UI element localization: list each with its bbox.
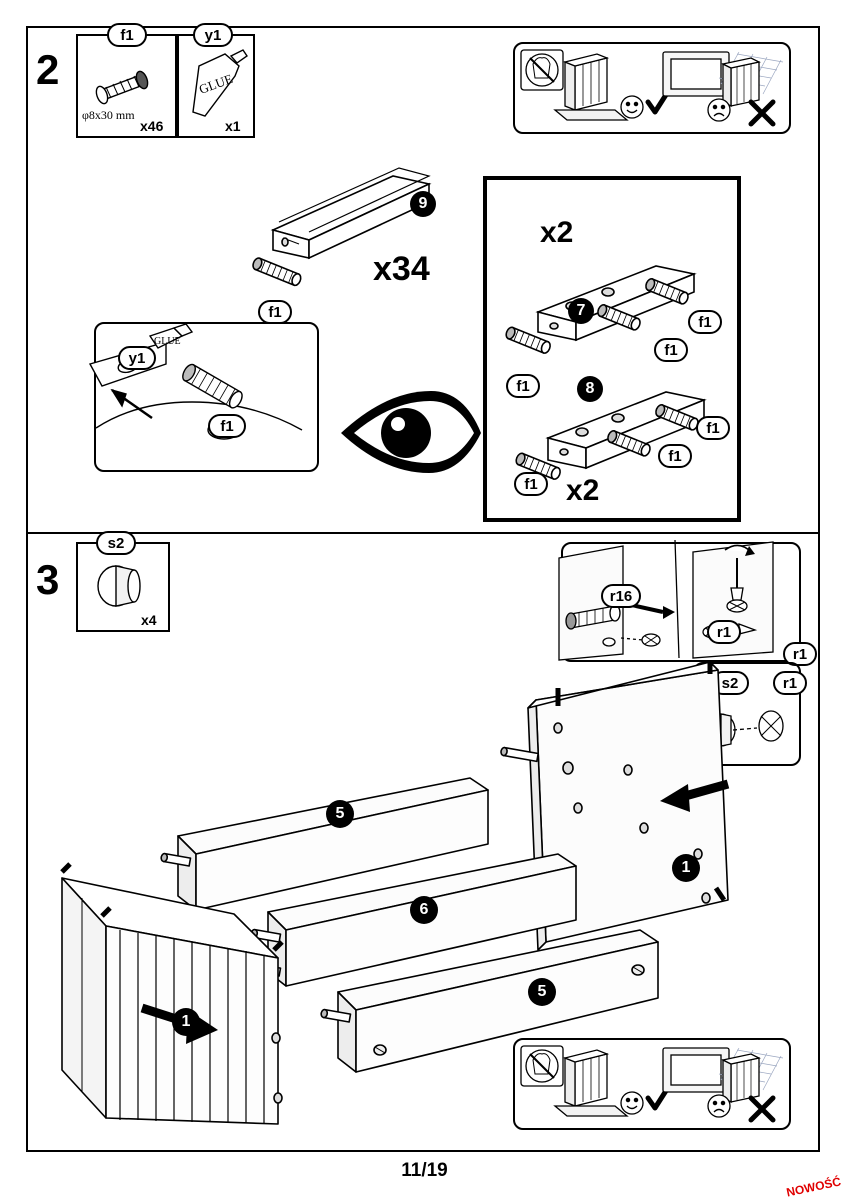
glue-detail-box [94, 322, 319, 472]
callout-panel-5-upper: 5 [326, 800, 354, 828]
detail-code-s2: s2 [711, 671, 749, 695]
svg-text:GLUE: GLUE [196, 70, 235, 97]
fastener-7-f1-a: f1 [688, 310, 722, 334]
part-f1-dimension: φ8x30 mm [82, 108, 135, 122]
part-code-s2: s2 [96, 531, 136, 555]
nowosc-badge: NOWOŚĆ [784, 1174, 842, 1200]
step-2-part-y1-box [177, 34, 255, 138]
detail-code-r1-b: r1 [783, 642, 817, 666]
detail-code-r1-c: r1 [773, 671, 807, 695]
callout-panel-1-left: 1 [172, 1008, 200, 1036]
assembly-9-quantity: x34 [373, 250, 430, 288]
assembly-part-7 [498, 240, 728, 380]
part-y1-quantity: x1 [225, 118, 241, 134]
callout-9: 9 [410, 191, 436, 217]
fastener-7-f1-c: f1 [506, 374, 540, 398]
page-frame [26, 26, 820, 1152]
page-number: 11/19 [401, 1160, 448, 1181]
glue-bottle-icon [179, 36, 253, 136]
step-3-warning-box [513, 1038, 791, 1130]
fastener-7-f1-b: f1 [654, 338, 688, 362]
callout-8: 8 [577, 376, 603, 402]
step-2-warning-box [513, 42, 791, 134]
detail-code-r16: r16 [601, 584, 641, 608]
section-divider [28, 532, 818, 534]
callout-7: 7 [568, 298, 594, 324]
callout-panel-5-lower: 5 [528, 978, 556, 1006]
fastener-code-f1-a: f1 [258, 300, 292, 324]
assembly-part-9 [243, 158, 473, 318]
assembly-8-quantity: x2 [566, 474, 600, 507]
detail-code-r1-a: r1 [707, 620, 741, 644]
part-code-f1: f1 [107, 23, 147, 47]
part-s2-quantity: x4 [141, 612, 157, 628]
bolt-insert-detail-box [561, 542, 801, 662]
detail-code-f1: f1 [208, 414, 246, 438]
svg-text:GLUE: GLUE [154, 336, 181, 347]
detail-code-y1: y1 [118, 346, 156, 370]
callout-panel-1-right: 1 [672, 854, 700, 882]
step-2-number: 2 [36, 46, 60, 93]
fastener-8-f1-a: f1 [696, 416, 730, 440]
fastener-8-f1-c: f1 [514, 472, 548, 496]
fastener-8-f1-b: f1 [658, 444, 692, 468]
part-code-y1: y1 [193, 23, 233, 47]
callout-panel-6: 6 [410, 896, 438, 924]
warning-illustration-bottom [515, 1040, 789, 1128]
eye-icon [336, 388, 486, 478]
warning-illustration [515, 44, 789, 132]
bolt-insert-illustration [563, 544, 799, 660]
assembly-7-quantity: x2 [540, 216, 574, 249]
part-f1-quantity: x46 [140, 118, 164, 134]
step-3-number: 3 [36, 556, 60, 603]
